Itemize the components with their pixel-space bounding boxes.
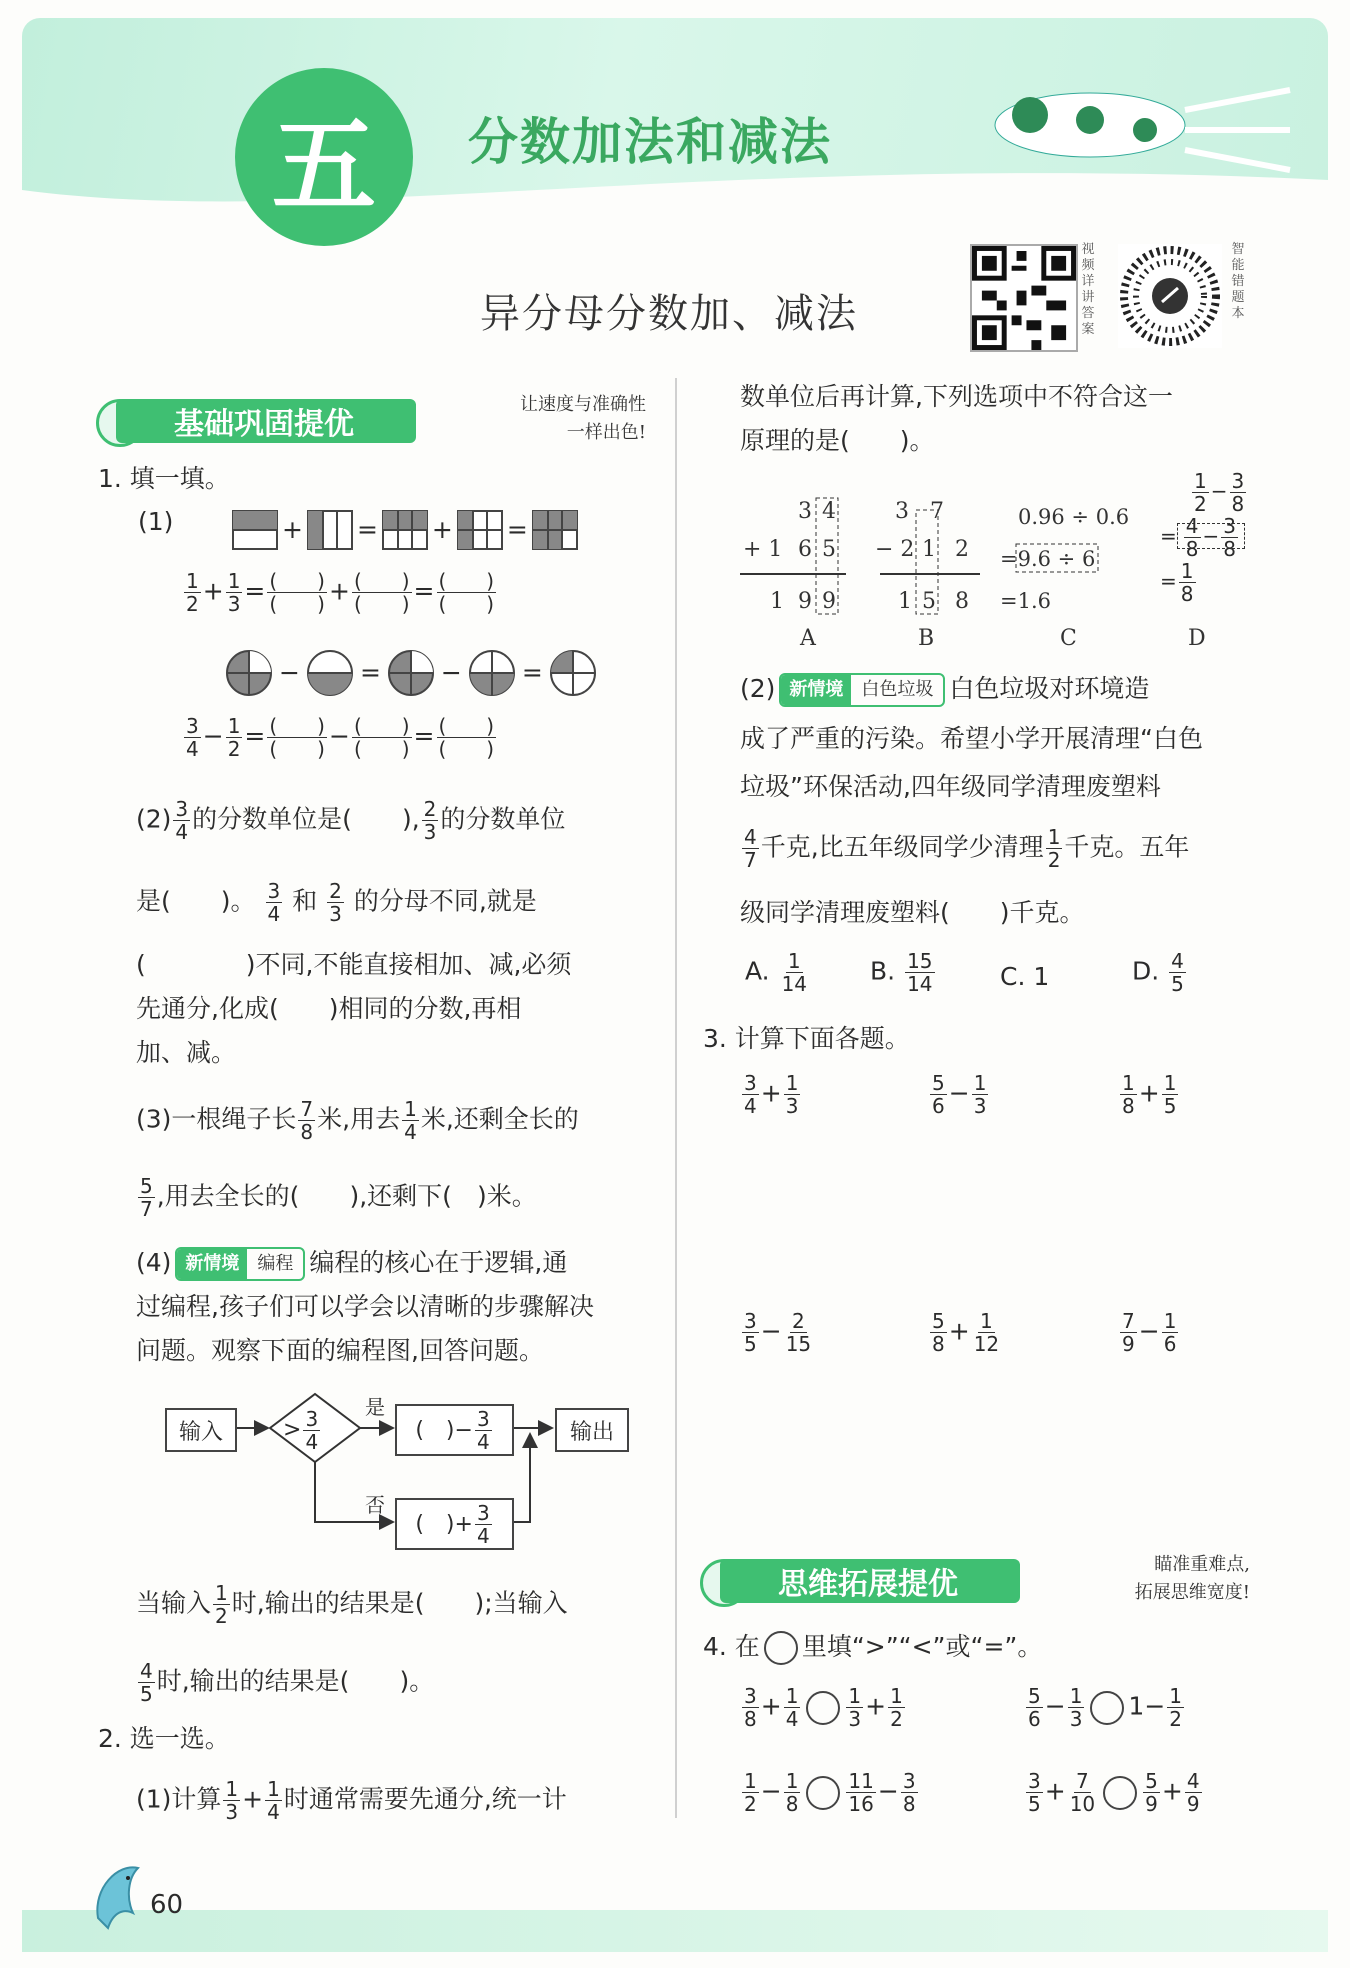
q1-part2-line3: ( )不同,不能直接相加、减,必须 bbox=[136, 950, 572, 979]
optB-d3: − 2 bbox=[875, 537, 915, 562]
optA-d8: 9 bbox=[822, 589, 836, 614]
optA-d1: 3 bbox=[798, 499, 812, 524]
chapter-number-badge: 五 bbox=[235, 68, 413, 246]
q1-part2-line1: (2) $\frac{3}{4}$ 的分数单位是( ), $\frac{2}{3}$ 的分数单位 bbox=[136, 797, 566, 844]
dolphin-icon bbox=[88, 1858, 148, 1938]
flow-minus-box: ( )− $\frac{3}{4}$ bbox=[395, 1404, 514, 1456]
section-banner-basic bbox=[96, 395, 656, 455]
q3-item-1: $\frac{3}{4}$ + $\frac{1}{3}$ bbox=[744, 1071, 799, 1118]
optB-d7: 5 bbox=[922, 589, 936, 614]
optB-d4: 1 bbox=[922, 537, 936, 562]
q3-item-4: $\frac{3}{5}$ − $\frac{2}{15}$ bbox=[744, 1309, 812, 1356]
circle-quarters-shape bbox=[225, 649, 273, 697]
optA-d2: 4 bbox=[822, 499, 836, 524]
circle-model-row: − = − = bbox=[225, 648, 597, 698]
circle-quarter-result-shape bbox=[549, 649, 597, 697]
mini-program-code-icon[interactable] bbox=[1118, 244, 1222, 348]
answer-circle[interactable] bbox=[806, 1691, 840, 1725]
qr-label-error: 智能错题本 bbox=[1231, 242, 1245, 321]
option-letter-d: D bbox=[1188, 626, 1206, 650]
optB-d8: 8 bbox=[955, 589, 969, 614]
circle-quarters-shape-c bbox=[468, 649, 516, 697]
optD-calc: $\frac{1}{2}$ − $\frac{3}{8}$ = $\frac{4}{8}$ − $\frac{3}{8}$ = $\frac{1}{8}$ bbox=[1160, 469, 1245, 606]
q4-item-1: $\frac{3}{8}$ + $\frac{1}{4}$ $\frac{1}{3}$ + $\frac{1}{2}$ bbox=[744, 1684, 903, 1731]
optC-line2: =9.6 ÷ 6 bbox=[1000, 547, 1096, 571]
banner-title: 基础巩固提优 bbox=[116, 399, 416, 443]
new-context-tag: 新情境 编程 bbox=[175, 1247, 305, 1281]
q1-part4-line2: 过编程,孩子们可以学会以清晰的步骤解决 bbox=[136, 1292, 594, 1321]
q1-part3-line1: (3)一根绳子长 $\frac{7}{8}$ 米,用去 $\frac{1}{4}$ 米,还剩全长的 bbox=[136, 1097, 579, 1144]
option-letter-a: A bbox=[800, 626, 816, 650]
q2-part2-line4: $\frac{4}{7}$ 千克,比五年级同学少清理 $\frac{1}{2}$ 千克。五年 bbox=[744, 825, 1190, 872]
answer-circle[interactable] bbox=[806, 1776, 840, 1810]
optA-d7: 9 bbox=[798, 589, 812, 614]
q1-equation-sub: $\frac{3}{4}$ − $\frac{1}{2}$ = $\frac{( )}{( )}$ − $\frac{( )}{( )}$ = $\frac{( )}{( )}$ bbox=[186, 714, 495, 761]
banner-note-2: 瞄准重难点, 拓展思维宽度! bbox=[1134, 1554, 1250, 1603]
rect-model-row: + = + = bbox=[232, 508, 578, 552]
circle-quarters-shape-b bbox=[387, 649, 435, 697]
q1-part4-line1: (4) 新情境 编程 编程的核心在于逻辑,通 bbox=[136, 1246, 567, 1281]
q1-equation-add: $\frac{1}{2}$ + $\frac{1}{3}$ = $\frac{( )}{( )}$ + $\frac{( )}{( )}$ = $\frac{( )}{( )}$ bbox=[186, 569, 495, 616]
optC-line1: 0.96 ÷ 0.6 bbox=[1018, 505, 1130, 529]
q2-options-vertical-calc bbox=[740, 469, 1260, 650]
q2-choice-d: D. $\frac{4}{5}$ bbox=[1132, 949, 1184, 996]
q4-item-3: $\frac{1}{2}$ − $\frac{1}{8}$ $\frac{11}{16}$ − $\frac{3}{8}$ bbox=[744, 1769, 916, 1816]
optA-d3: + 1 bbox=[743, 537, 783, 562]
flow-output-box: 输出 bbox=[555, 1408, 629, 1452]
qr-label-video: 视频详讲答案 bbox=[1081, 242, 1095, 337]
optC-line3: =1.6 bbox=[1000, 589, 1051, 613]
q1-part3-line2: $\frac{5}{7}$ ,用去全长的( ),还剩下( )米。 bbox=[140, 1174, 537, 1221]
q1-part2-line5: 加、减。 bbox=[136, 1038, 237, 1067]
q1-heading: 1. 填一填。 bbox=[98, 464, 230, 493]
q3-item-3: $\frac{1}{8}$ + $\frac{1}{5}$ bbox=[1122, 1071, 1177, 1118]
q2-part1-line3: 原理的是( )。 bbox=[740, 426, 935, 455]
rect-sixths-shape-c bbox=[532, 510, 578, 550]
optA-d6: 1 bbox=[770, 589, 784, 614]
q4-heading: 4. 在 里填“>”“<”或“=”。 bbox=[703, 1630, 1042, 1665]
q3-item-5: $\frac{5}{8}$ + $\frac{1}{12}$ bbox=[932, 1309, 1000, 1356]
q2-part1-line2: 数单位后再计算,下列选项中不符合这一 bbox=[740, 382, 1173, 411]
q4-item-2: $\frac{5}{6}$ − $\frac{1}{3}$ 1− $\frac{1}{2}$ bbox=[1028, 1684, 1183, 1731]
q3-item-6: $\frac{7}{9}$ − $\frac{1}{6}$ bbox=[1122, 1309, 1177, 1356]
error-book-qr-group[interactable] bbox=[1118, 240, 1250, 352]
flow-condition: > $\frac{3}{4}$ bbox=[283, 1407, 319, 1454]
q2-part2-line5: 级同学清理废塑料( )千克。 bbox=[740, 898, 1085, 927]
column-divider bbox=[675, 378, 677, 1818]
q1-part1-label: (1) bbox=[138, 507, 174, 536]
q2-choice-a: A. $\frac{1}{14}$ bbox=[745, 949, 808, 996]
q2-part2-line3: 垃圾”环保活动,四年级同学清理废塑料 bbox=[740, 772, 1161, 801]
circle-half-shape bbox=[306, 649, 354, 697]
optB-d2: 7 bbox=[930, 499, 944, 524]
q4-item-4: $\frac{3}{5}$ + $\frac{7}{10}$ $\frac{5}{9}$ + $\frac{4}{9}$ bbox=[1028, 1769, 1200, 1816]
rect-third-shape bbox=[307, 510, 353, 550]
q1-part2-line2: 是( )。 $\frac{3}{4}$ 和 $\frac{2}{3}$ 的分母不同,就是 bbox=[136, 879, 537, 926]
option-letter-c: C bbox=[1060, 626, 1077, 650]
section-title: 异分母分数加、减法 bbox=[480, 291, 858, 337]
flow-no-label: 否 bbox=[365, 1493, 385, 1517]
robot-illustration-icon bbox=[970, 70, 1300, 180]
flow-input-box: 输入 bbox=[165, 1408, 237, 1452]
flow-plus-box: ( )+ $\frac{3}{4}$ bbox=[395, 1498, 514, 1550]
q2-part2-line1: (2) 新情境 白色垃圾 白色垃圾对环境造 bbox=[740, 672, 1149, 707]
rect-sixths-shape-a bbox=[382, 510, 428, 550]
q2-heading: 2. 选一选。 bbox=[98, 1724, 230, 1753]
q3-heading: 3. 计算下面各题。 bbox=[703, 1024, 910, 1053]
q3-item-2: $\frac{5}{6}$ − $\frac{1}{3}$ bbox=[932, 1071, 987, 1118]
rect-half-shape bbox=[232, 510, 278, 550]
chapter-title: 分数加法和减法 bbox=[468, 113, 832, 171]
q1-part4-line3: 问题。观察下面的编程图,回答问题。 bbox=[136, 1336, 544, 1365]
q1-part4-line4: 当输入 $\frac{1}{2}$ 时,输出的结果是( );当输入 bbox=[136, 1581, 568, 1628]
banner-title-2: 思维拓展提优 bbox=[720, 1559, 1020, 1603]
new-context-tag-2: 新情境 白色垃圾 bbox=[779, 673, 945, 707]
answer-circle[interactable] bbox=[1090, 1691, 1124, 1725]
q2-choice-b: B. $\frac{15}{14}$ bbox=[870, 949, 933, 996]
footer-band bbox=[22, 1910, 1328, 1952]
optA-d5: 5 bbox=[822, 537, 836, 562]
video-qr-group[interactable] bbox=[970, 240, 1100, 352]
programming-flowchart bbox=[165, 1390, 635, 1560]
q2-part2-line2: 成了严重的污染。希望小学开展清理“白色 bbox=[740, 724, 1203, 753]
q1-part2-line4: 先通分,化成( )相同的分数,再相 bbox=[136, 994, 522, 1023]
optB-d6: 1 bbox=[898, 589, 912, 614]
optB-d1: 3 bbox=[895, 499, 909, 524]
optB-d5: 2 bbox=[955, 537, 969, 562]
optA-d4: 6 bbox=[798, 537, 812, 562]
section-banner-extension bbox=[700, 1555, 1260, 1615]
rect-sixths-shape-b bbox=[457, 510, 503, 550]
answer-circle[interactable] bbox=[1103, 1776, 1137, 1810]
page-number: 60 bbox=[150, 1890, 184, 1920]
q2-choice-c: C. 1 bbox=[1000, 962, 1050, 991]
option-letter-b: B bbox=[918, 626, 935, 650]
q1-part4-line5: $\frac{4}{5}$ 时,输出的结果是( )。 bbox=[140, 1659, 435, 1706]
flow-yes-label: 是 bbox=[365, 1395, 385, 1419]
q2-part1-line1: (1)计算 $\frac{1}{3}$ + $\frac{1}{4}$ 时通常需要先通分,统一计 bbox=[136, 1777, 567, 1824]
banner-note: 让速度与准确性 一样出色! bbox=[520, 394, 646, 443]
compare-circle-icon bbox=[764, 1631, 798, 1665]
qr-code-icon[interactable] bbox=[970, 244, 1078, 352]
